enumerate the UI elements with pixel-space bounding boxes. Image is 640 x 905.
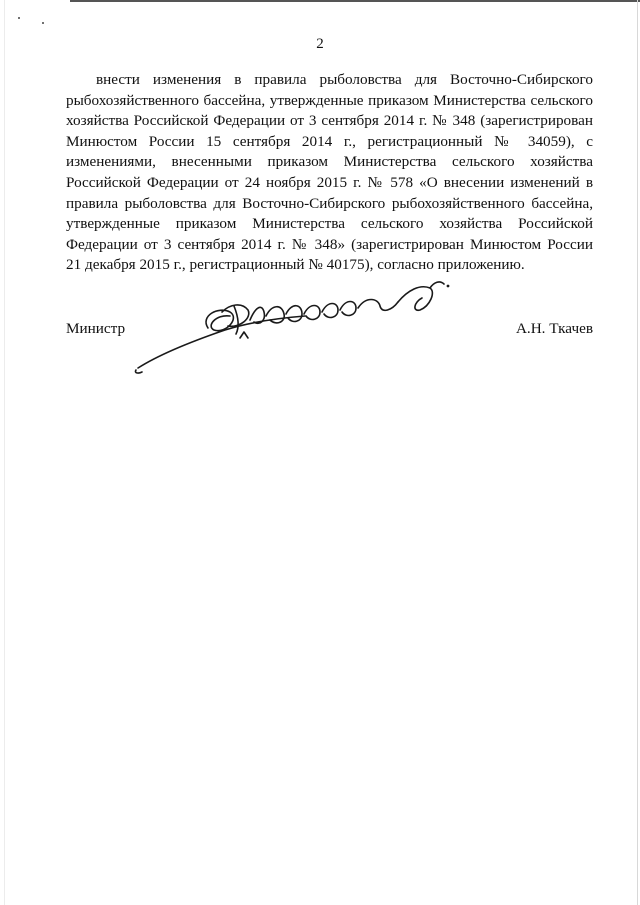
body-line: хозяйства Российской Федерации от 3 сентября 2014 г. № 348 (зарегистрирован bbox=[66, 112, 593, 130]
body-line: Минюстом России 15 сентября 2014 г., регистрационный № 34059), с bbox=[66, 132, 593, 150]
body-line: Федерации от 3 сентября 2014 г. № 348» (зарегистрирован Минюстом России bbox=[66, 235, 593, 253]
scan-right-edge bbox=[637, 0, 638, 905]
body-line: рыбохозяйственного бассейна, утвержденные приказом Министерства сельского bbox=[66, 91, 593, 109]
handwritten-signature bbox=[130, 276, 470, 376]
body-line: изменениями, внесенными приказом Министерства сельского хозяйства bbox=[66, 153, 593, 171]
signatory-title: Министр bbox=[66, 320, 126, 337]
signatory-name: А.Н. Ткачев bbox=[515, 320, 593, 337]
page-number: 2 bbox=[316, 36, 324, 52]
scan-top-rule bbox=[70, 0, 640, 2]
body-line: утвержденные приказом Министерства сельского хозяйства Российской bbox=[66, 215, 593, 233]
body-line: правила рыболовства для Восточно-Сибирского рыбохозяйственного бассейна, bbox=[66, 194, 593, 212]
body-line: 21 декабря 2015 г., регистрационный № 40175), согласно приложению. bbox=[66, 256, 525, 274]
scan-speck bbox=[42, 22, 44, 24]
scan-speck bbox=[18, 17, 20, 19]
scan-left-edge bbox=[4, 0, 5, 905]
body-paragraph bbox=[66, 70, 593, 276]
body-line: внести изменения в правила рыболовства для Восточно-Сибирского bbox=[96, 71, 593, 88]
body-line: Российской Федерации от 24 ноября 2015 г. № 578 «О внесении изменений в bbox=[66, 173, 593, 191]
